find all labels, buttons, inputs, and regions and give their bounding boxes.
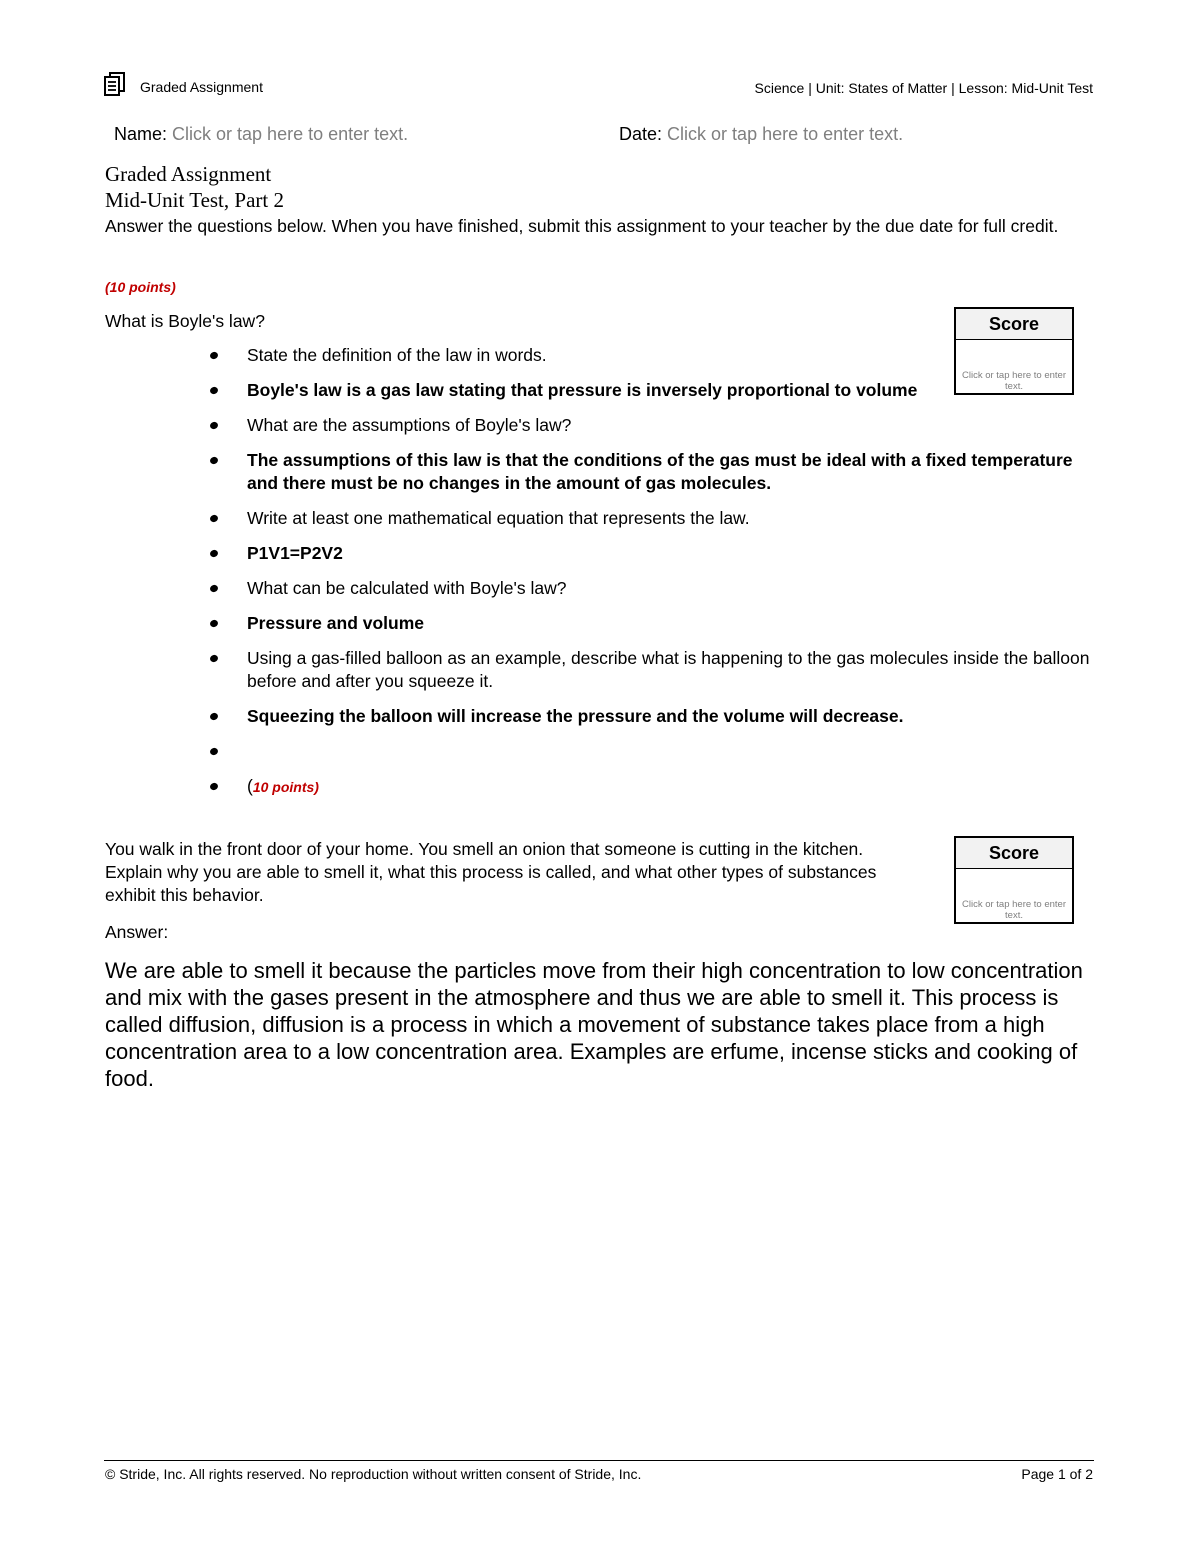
score-input[interactable]: Click or tap here to enter text.: [961, 370, 1067, 392]
bullet-icon: [209, 549, 219, 558]
list-item: State the definition of the law in words.: [210, 344, 907, 367]
score-input[interactable]: Click or tap here to enter text.: [961, 899, 1067, 921]
name-input[interactable]: Click or tap here to enter text.: [172, 124, 409, 144]
list-item: Pressure and volume: [210, 612, 1090, 635]
name-field[interactable]: [114, 124, 408, 145]
list-item: (10 points): [210, 775, 1090, 799]
bullet-icon: [209, 654, 219, 663]
list-item: What can be calculated with Boyle's law?: [210, 577, 1090, 600]
answer-label: Answer:: [105, 922, 169, 942]
score-box-2: [954, 836, 1074, 924]
score-label: Score: [956, 309, 1072, 340]
header-left: [104, 72, 263, 96]
bullet-icon: [209, 386, 219, 395]
instructions: Answer the questions below. When you have finished, submit this assignment to your teacher by the due date for full credit.: [105, 216, 1059, 236]
bullet-icon: [209, 712, 219, 721]
date-label: Date:: [619, 124, 663, 144]
bullet-icon: [209, 619, 219, 628]
q1-bullet-list: [210, 344, 1090, 811]
bullet-icon: [209, 514, 219, 523]
bullet-icon: [209, 421, 219, 430]
list-item: Squeezing the balloon will increase the pressure and the volume will decrease.: [210, 705, 1090, 728]
header-title: Graded Assignment: [140, 79, 263, 95]
name-label: Name:: [114, 124, 168, 144]
date-input[interactable]: Click or tap here to enter text.: [667, 124, 904, 144]
bullet-icon: [209, 782, 219, 791]
bullet-icon: [209, 351, 219, 360]
list-item: Write at least one mathematical equation that represents the law.: [210, 507, 1090, 530]
bullet-icon: [209, 584, 219, 593]
list-item: Using a gas-filled balloon as an example, describe what is happening to the gas molecules inside the balloon before and after you squeeze it.: [210, 647, 1090, 693]
q1-question: What is Boyle's law?: [105, 311, 265, 331]
score-label: Score: [956, 838, 1072, 869]
list-item: [210, 740, 1090, 763]
bullet-icon: [209, 747, 219, 756]
list-item: The assumptions of this law is that the conditions of the gas must be ideal with a fixed temperature and there must be no changes in the amount of gas molecules.: [210, 449, 1090, 495]
bullet-icon: [209, 456, 219, 465]
document-icon: [104, 72, 126, 96]
q2-question: You walk in the front door of your home. You smell an onion that someone is cutting in the kitchen. Explain why you are able to smell it, what this process is called, and what other types of substances exhibit this behavior.: [105, 839, 877, 905]
header-breadcrumb: Science | Unit: States of Matter | Lesson: Mid-Unit Test: [754, 80, 1093, 96]
list-item: P1V1=P2V2: [210, 542, 1090, 565]
doc-title: Graded Assignment: [105, 162, 272, 186]
q1-points: (10 points): [105, 279, 176, 295]
footer-copyright: © Stride, Inc. All rights reserved. No reproduction without written consent of Stride, Inc.: [105, 1466, 642, 1482]
footer-page-number: Page 1 of 2: [1021, 1466, 1093, 1482]
footer-divider: [104, 1460, 1094, 1461]
date-field[interactable]: [619, 124, 903, 145]
doc-subtitle: Mid-Unit Test, Part 2: [105, 188, 284, 212]
answer-text: We are able to smell it because the particles move from their high concentration to low concentration and mix with the gases present in the atmosphere and thus we are able to smell it. This process is called diffusion, diffusion is a process in which a movement of substance takes place from a high concentration area to a low concentration area. Examples are erfume, incense sticks and cooking of food.: [105, 958, 1083, 1091]
list-item: What are the assumptions of Boyle's law?: [210, 414, 1090, 437]
list-item: Boyle's law is a gas law stating that pressure is inversely proportional to volume: [210, 379, 927, 402]
q2-points: 10 points): [252, 779, 319, 795]
